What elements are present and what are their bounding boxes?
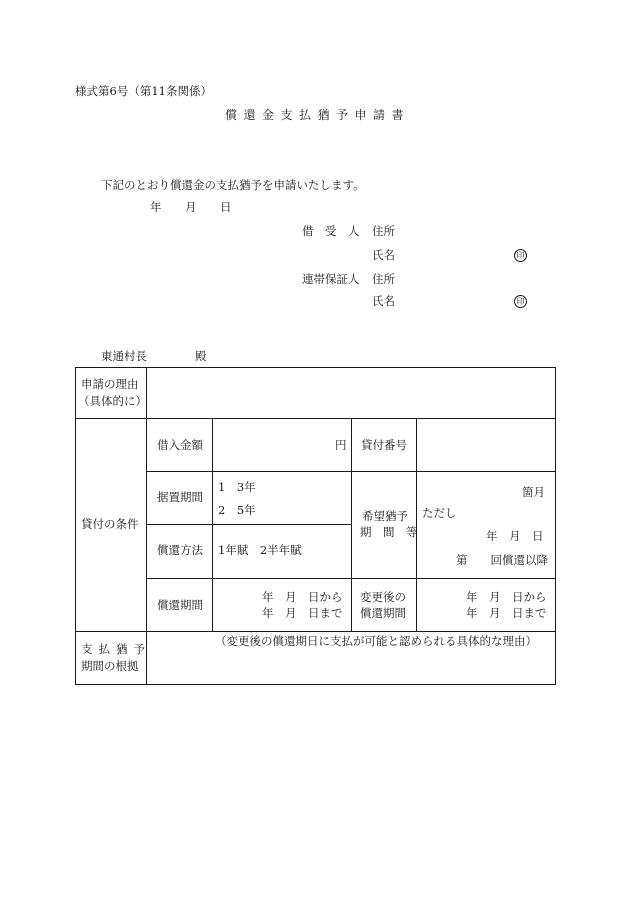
basis-note: （変更後の償還期日に支払が可能と認められる具体的な理由） [215,634,537,648]
date-month: 月 [185,200,197,214]
table-col-divider [212,418,213,631]
recipient-honorific: 殿 [195,349,207,363]
borrower-seal-icon: 印 [514,249,527,262]
loan-amount-label: 借入金額 [157,438,203,452]
guarantor-seal-icon: 印 [514,295,527,308]
repayment-method-label: 償還方法 [157,543,203,557]
period-to: 年 月 日まで [262,606,343,620]
repayment-method-options: 1年賦 2半年賦 [218,543,302,557]
period-from: 年 月 日から [262,590,343,604]
from-installment: 第 回償還以降 [456,553,548,567]
borrower-name-label: 氏名 [372,248,395,262]
borrower-label: 借 受 人 [302,224,360,238]
grace-option-1: 1 3年 [218,480,256,494]
recipient-name: 東通村長 [101,349,147,363]
table-row-divider [146,524,351,525]
however-label: ただし [422,506,457,520]
grace-period-label: 据置期間 [157,490,203,504]
changed-period-label: 変更後の [360,590,406,604]
loan-conditions-label: 貸付の条件 [81,517,139,531]
guarantor-address-label: 住所 [372,272,395,286]
page-title: 償還金支払猶予申請書 [225,108,411,122]
date-day: 日 [220,200,232,214]
yen-unit: 円 [335,438,347,452]
changed-to: 年 月 日まで [466,606,547,620]
grace-option-2: 2 5年 [218,503,256,517]
table-border-bottom [75,684,556,685]
loan-number-label: 貸付番号 [361,438,407,452]
months-unit: 箇月 [522,485,545,499]
changed-from: 年 月 日から [466,590,547,604]
borrower-address-label: 住所 [372,224,395,238]
basis-label-detail: 期間の根拠 [81,659,139,673]
repayment-period-label: 償還期間 [157,598,203,612]
table-col-divider [351,418,352,631]
table-border-top [75,367,556,368]
requested-deferral-label-detail: 期 間 等 [360,525,418,539]
basis-label: 支払猶予 [81,642,151,656]
changed-period-label-detail: 償還期間 [360,606,406,620]
form-number: 様式第6号（第11条関係） [75,84,212,98]
intro-statement: 下記のとおり償還金の支払猶予を申請いたします。 [101,178,365,192]
table-row-divider [75,418,556,419]
requested-deferral-label: 希望猶予 [362,509,408,523]
deferral-date: 年 月 日 [486,529,544,543]
reason-label: 申請の理由 [81,377,139,391]
table-col-divider [146,367,147,685]
guarantor-name-label: 氏名 [372,294,395,308]
reason-label-detail: （具体的に） [78,394,147,408]
date-year: 年 [150,200,162,214]
table-border-right [555,367,556,685]
guarantor-label: 連帯保証人 [302,272,360,286]
table-row-divider [75,631,556,632]
table-border-left [75,367,76,685]
